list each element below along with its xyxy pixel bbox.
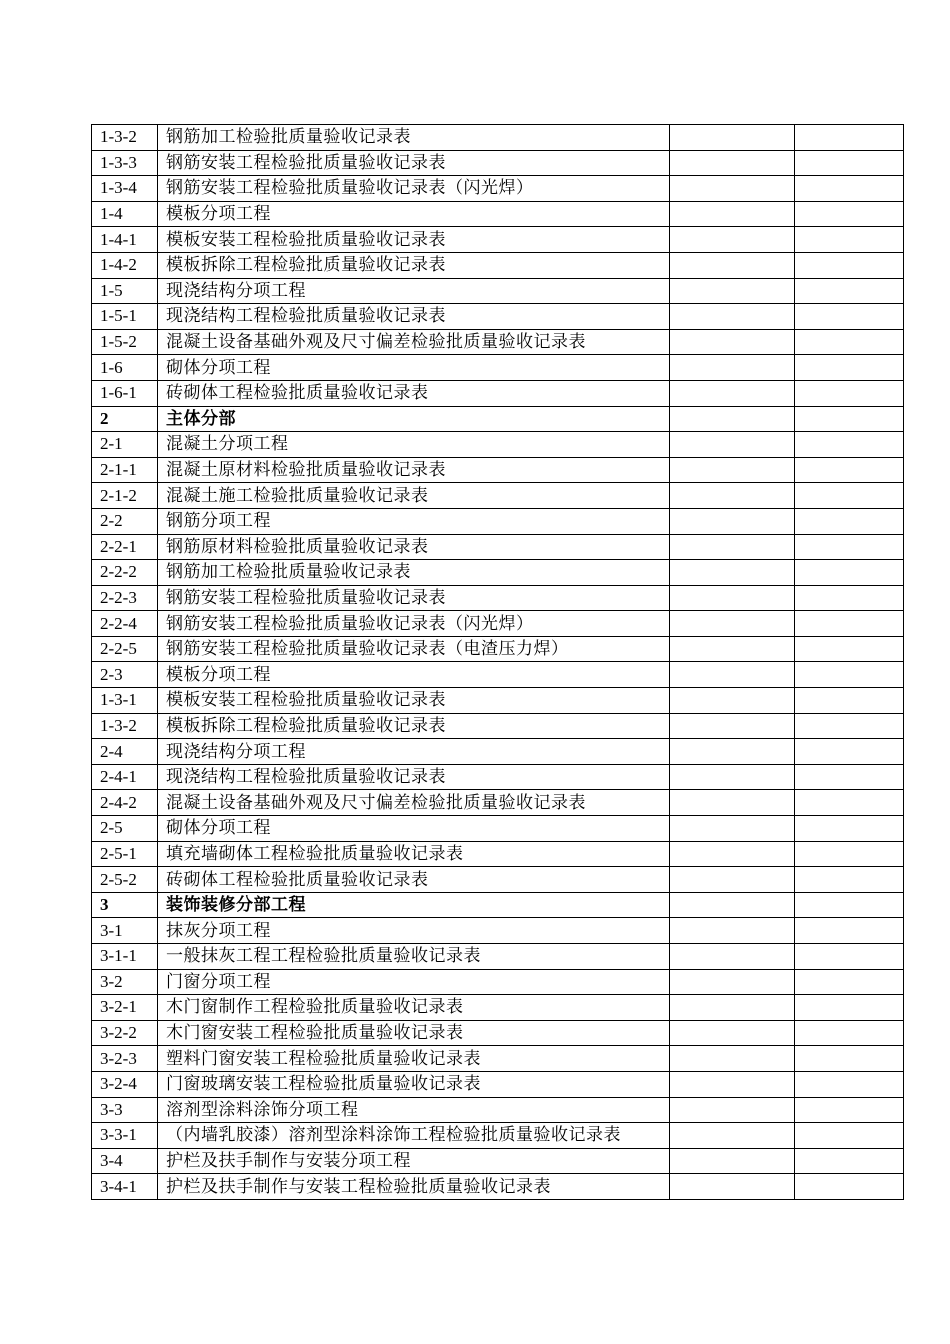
row-blank-cell-a xyxy=(670,739,795,765)
row-code-cell: 2-2-4 xyxy=(92,611,158,637)
row-blank-cell-b xyxy=(795,176,904,202)
row-blank-cell-b xyxy=(795,892,904,918)
table-row xyxy=(92,1174,904,1200)
row-name-cell: 装饰装修分部工程 xyxy=(158,892,670,918)
row-name-cell: 填充墙砌体工程检验批质量验收记录表 xyxy=(158,841,670,867)
row-blank-cell-a xyxy=(670,892,795,918)
row-blank-cell-a xyxy=(670,380,795,406)
table-body xyxy=(92,125,904,1200)
row-blank-cell-b xyxy=(795,252,904,278)
row-name-cell: 混凝土设备基础外观及尺寸偏差检验批质量验收记录表 xyxy=(158,790,670,816)
row-blank-cell-b xyxy=(795,918,904,944)
table-row xyxy=(92,969,904,995)
table-row xyxy=(92,739,904,765)
row-blank-cell-a xyxy=(670,278,795,304)
row-blank-cell-b xyxy=(795,841,904,867)
table-row xyxy=(92,841,904,867)
row-blank-cell-a xyxy=(670,534,795,560)
row-code-cell: 2-1-2 xyxy=(92,483,158,509)
table-row xyxy=(92,816,904,842)
table-row xyxy=(92,944,904,970)
row-name-cell: 混凝土设备基础外观及尺寸偏差检验批质量验收记录表 xyxy=(158,329,670,355)
row-blank-cell-b xyxy=(795,406,904,432)
row-blank-cell-b xyxy=(795,1020,904,1046)
row-code-cell: 3-4 xyxy=(92,1148,158,1174)
table-row xyxy=(92,1071,904,1097)
table-row xyxy=(92,380,904,406)
row-name-cell: 主体分部 xyxy=(158,406,670,432)
row-blank-cell-a xyxy=(670,841,795,867)
row-blank-cell-a xyxy=(670,1046,795,1072)
row-blank-cell-a xyxy=(670,1174,795,1200)
row-code-cell: 1-3-1 xyxy=(92,688,158,714)
row-name-cell: 木门窗制作工程检验批质量验收记录表 xyxy=(158,995,670,1021)
row-name-cell: 模板分项工程 xyxy=(158,662,670,688)
table-row xyxy=(92,125,904,151)
row-blank-cell-b xyxy=(795,739,904,765)
row-blank-cell-b xyxy=(795,534,904,560)
table-row xyxy=(92,1097,904,1123)
row-blank-cell-b xyxy=(795,1046,904,1072)
table-row xyxy=(92,457,904,483)
row-name-cell: 砌体分项工程 xyxy=(158,816,670,842)
row-name-cell: （内墙乳胶漆）溶剂型涂料涂饰工程检验批质量验收记录表 xyxy=(158,1123,670,1149)
row-blank-cell-b xyxy=(795,432,904,458)
table-row xyxy=(92,1123,904,1149)
table-row xyxy=(92,611,904,637)
row-name-cell: 钢筋安装工程检验批质量验收记录表（闪光焊） xyxy=(158,176,670,202)
row-code-cell: 2-2-3 xyxy=(92,585,158,611)
row-name-cell: 现浇结构分项工程 xyxy=(158,278,670,304)
row-name-cell: 钢筋分项工程 xyxy=(158,508,670,534)
row-code-cell: 1-6 xyxy=(92,355,158,381)
row-name-cell: 砌体分项工程 xyxy=(158,355,670,381)
row-blank-cell-b xyxy=(795,304,904,330)
table-row xyxy=(92,892,904,918)
row-code-cell: 2-2-5 xyxy=(92,636,158,662)
row-blank-cell-b xyxy=(795,201,904,227)
row-blank-cell-a xyxy=(670,790,795,816)
table-row xyxy=(92,867,904,893)
row-code-cell: 3-1 xyxy=(92,918,158,944)
table-row xyxy=(92,636,904,662)
row-name-cell: 塑料门窗安装工程检验批质量验收记录表 xyxy=(158,1046,670,1072)
table-row xyxy=(92,713,904,739)
row-blank-cell-b xyxy=(795,355,904,381)
row-blank-cell-b xyxy=(795,662,904,688)
row-blank-cell-a xyxy=(670,483,795,509)
row-code-cell: 2-4-2 xyxy=(92,790,158,816)
row-code-cell: 2-2-2 xyxy=(92,560,158,586)
row-code-cell: 3-2-3 xyxy=(92,1046,158,1072)
row-blank-cell-a xyxy=(670,304,795,330)
table-row xyxy=(92,355,904,381)
row-code-cell: 1-3-4 xyxy=(92,176,158,202)
row-name-cell: 钢筋加工检验批质量验收记录表 xyxy=(158,125,670,151)
row-blank-cell-b xyxy=(795,585,904,611)
row-code-cell: 2-5 xyxy=(92,816,158,842)
table-row xyxy=(92,790,904,816)
row-name-cell: 门窗玻璃安装工程检验批质量验收记录表 xyxy=(158,1071,670,1097)
table-row xyxy=(92,176,904,202)
row-blank-cell-b xyxy=(795,995,904,1021)
row-name-cell: 溶剂型涂料涂饰分项工程 xyxy=(158,1097,670,1123)
row-blank-cell-b xyxy=(795,560,904,586)
table-row xyxy=(92,764,904,790)
row-code-cell: 2-1-1 xyxy=(92,457,158,483)
row-name-cell: 一般抹灰工程工程检验批质量验收记录表 xyxy=(158,944,670,970)
row-code-cell: 1-6-1 xyxy=(92,380,158,406)
row-blank-cell-a xyxy=(670,688,795,714)
row-blank-cell-b xyxy=(795,150,904,176)
row-blank-cell-a xyxy=(670,457,795,483)
row-blank-cell-b xyxy=(795,969,904,995)
row-blank-cell-a xyxy=(670,355,795,381)
row-blank-cell-b xyxy=(795,611,904,637)
row-name-cell: 木门窗安装工程检验批质量验收记录表 xyxy=(158,1020,670,1046)
row-name-cell: 抹灰分项工程 xyxy=(158,918,670,944)
row-code-cell: 1-5 xyxy=(92,278,158,304)
row-code-cell: 2 xyxy=(92,406,158,432)
row-blank-cell-a xyxy=(670,585,795,611)
row-name-cell: 砖砌体工程检验批质量验收记录表 xyxy=(158,867,670,893)
table-row xyxy=(92,1046,904,1072)
row-blank-cell-a xyxy=(670,329,795,355)
table-row xyxy=(92,432,904,458)
row-blank-cell-b xyxy=(795,483,904,509)
row-blank-cell-b xyxy=(795,790,904,816)
row-blank-cell-a xyxy=(670,636,795,662)
row-blank-cell-a xyxy=(670,432,795,458)
row-code-cell: 3-4-1 xyxy=(92,1174,158,1200)
row-code-cell: 3-3-1 xyxy=(92,1123,158,1149)
row-code-cell: 2-2-1 xyxy=(92,534,158,560)
row-name-cell: 模板安装工程检验批质量验收记录表 xyxy=(158,227,670,253)
row-code-cell: 3-2-4 xyxy=(92,1071,158,1097)
row-name-cell: 门窗分项工程 xyxy=(158,969,670,995)
row-name-cell: 混凝土施工检验批质量验收记录表 xyxy=(158,483,670,509)
row-name-cell: 模板安装工程检验批质量验收记录表 xyxy=(158,688,670,714)
table-row xyxy=(92,304,904,330)
row-name-cell: 模板分项工程 xyxy=(158,201,670,227)
row-blank-cell-a xyxy=(670,1148,795,1174)
table-row xyxy=(92,329,904,355)
row-code-cell: 1-4 xyxy=(92,201,158,227)
row-blank-cell-b xyxy=(795,944,904,970)
table-row xyxy=(92,227,904,253)
row-blank-cell-a xyxy=(670,560,795,586)
row-name-cell: 模板拆除工程检验批质量验收记录表 xyxy=(158,252,670,278)
row-blank-cell-b xyxy=(795,457,904,483)
row-code-cell: 1-3-2 xyxy=(92,125,158,151)
row-code-cell: 2-2 xyxy=(92,508,158,534)
row-code-cell: 3-2 xyxy=(92,969,158,995)
row-blank-cell-b xyxy=(795,1097,904,1123)
row-blank-cell-b xyxy=(795,329,904,355)
table-row xyxy=(92,585,904,611)
row-name-cell: 混凝土原材料检验批质量验收记录表 xyxy=(158,457,670,483)
row-blank-cell-a xyxy=(670,918,795,944)
row-blank-cell-a xyxy=(670,764,795,790)
row-name-cell: 模板拆除工程检验批质量验收记录表 xyxy=(158,713,670,739)
table-row xyxy=(92,918,904,944)
row-blank-cell-a xyxy=(670,227,795,253)
row-blank-cell-b xyxy=(795,227,904,253)
row-code-cell: 1-4-1 xyxy=(92,227,158,253)
row-code-cell: 2-4-1 xyxy=(92,764,158,790)
row-blank-cell-a xyxy=(670,944,795,970)
table-row xyxy=(92,406,904,432)
row-blank-cell-a xyxy=(670,1020,795,1046)
row-blank-cell-a xyxy=(670,508,795,534)
row-name-cell: 钢筋加工检验批质量验收记录表 xyxy=(158,560,670,586)
table-row xyxy=(92,688,904,714)
row-code-cell: 3 xyxy=(92,892,158,918)
table-row xyxy=(92,201,904,227)
row-code-cell: 1-3-3 xyxy=(92,150,158,176)
table-row xyxy=(92,278,904,304)
row-blank-cell-b xyxy=(795,713,904,739)
row-name-cell: 钢筋安装工程检验批质量验收记录表 xyxy=(158,585,670,611)
table-row xyxy=(92,995,904,1021)
row-blank-cell-a xyxy=(670,867,795,893)
row-blank-cell-a xyxy=(670,125,795,151)
row-blank-cell-b xyxy=(795,380,904,406)
row-blank-cell-b xyxy=(795,125,904,151)
row-name-cell: 钢筋安装工程检验批质量验收记录表（电渣压力焊） xyxy=(158,636,670,662)
row-blank-cell-a xyxy=(670,176,795,202)
table-row xyxy=(92,508,904,534)
row-blank-cell-a xyxy=(670,150,795,176)
row-blank-cell-b xyxy=(795,1148,904,1174)
row-code-cell: 3-2-1 xyxy=(92,995,158,1021)
row-blank-cell-a xyxy=(670,406,795,432)
row-name-cell: 砖砌体工程检验批质量验收记录表 xyxy=(158,380,670,406)
row-code-cell: 3-2-2 xyxy=(92,1020,158,1046)
row-name-cell: 现浇结构分项工程 xyxy=(158,739,670,765)
row-blank-cell-a xyxy=(670,1071,795,1097)
row-name-cell: 现浇结构工程检验批质量验收记录表 xyxy=(158,304,670,330)
table-row xyxy=(92,150,904,176)
row-code-cell: 3-3 xyxy=(92,1097,158,1123)
row-name-cell: 混凝土分项工程 xyxy=(158,432,670,458)
row-name-cell: 现浇结构工程检验批质量验收记录表 xyxy=(158,764,670,790)
row-name-cell: 钢筋安装工程检验批质量验收记录表 xyxy=(158,150,670,176)
row-blank-cell-a xyxy=(670,252,795,278)
row-blank-cell-a xyxy=(670,201,795,227)
row-blank-cell-b xyxy=(795,508,904,534)
table-row xyxy=(92,534,904,560)
row-code-cell: 3-1-1 xyxy=(92,944,158,970)
row-name-cell: 护栏及扶手制作与安装工程检验批质量验收记录表 xyxy=(158,1174,670,1200)
row-blank-cell-a xyxy=(670,816,795,842)
row-blank-cell-b xyxy=(795,1123,904,1149)
row-name-cell: 护栏及扶手制作与安装分项工程 xyxy=(158,1148,670,1174)
row-blank-cell-a xyxy=(670,713,795,739)
row-code-cell: 1-5-2 xyxy=(92,329,158,355)
row-blank-cell-b xyxy=(795,636,904,662)
table-row xyxy=(92,252,904,278)
row-blank-cell-b xyxy=(795,816,904,842)
row-code-cell: 1-3-2 xyxy=(92,713,158,739)
row-blank-cell-b xyxy=(795,1071,904,1097)
row-code-cell: 1-5-1 xyxy=(92,304,158,330)
table-row xyxy=(92,1020,904,1046)
row-blank-cell-b xyxy=(795,867,904,893)
table-row xyxy=(92,662,904,688)
row-blank-cell-b xyxy=(795,688,904,714)
row-code-cell: 2-3 xyxy=(92,662,158,688)
row-code-cell: 2-1 xyxy=(92,432,158,458)
table-row xyxy=(92,1148,904,1174)
row-code-cell: 2-5-2 xyxy=(92,867,158,893)
table-row xyxy=(92,483,904,509)
row-blank-cell-a xyxy=(670,1097,795,1123)
row-name-cell: 钢筋原材料检验批质量验收记录表 xyxy=(158,534,670,560)
row-code-cell: 1-4-2 xyxy=(92,252,158,278)
table-row xyxy=(92,560,904,586)
row-code-cell: 2-4 xyxy=(92,739,158,765)
row-blank-cell-a xyxy=(670,662,795,688)
row-blank-cell-b xyxy=(795,278,904,304)
row-blank-cell-b xyxy=(795,1174,904,1200)
inspection-record-table xyxy=(91,124,904,1200)
row-blank-cell-a xyxy=(670,611,795,637)
row-blank-cell-b xyxy=(795,764,904,790)
row-name-cell: 钢筋安装工程检验批质量验收记录表（闪光焊） xyxy=(158,611,670,637)
row-blank-cell-a xyxy=(670,995,795,1021)
row-blank-cell-a xyxy=(670,969,795,995)
row-code-cell: 2-5-1 xyxy=(92,841,158,867)
row-blank-cell-a xyxy=(670,1123,795,1149)
